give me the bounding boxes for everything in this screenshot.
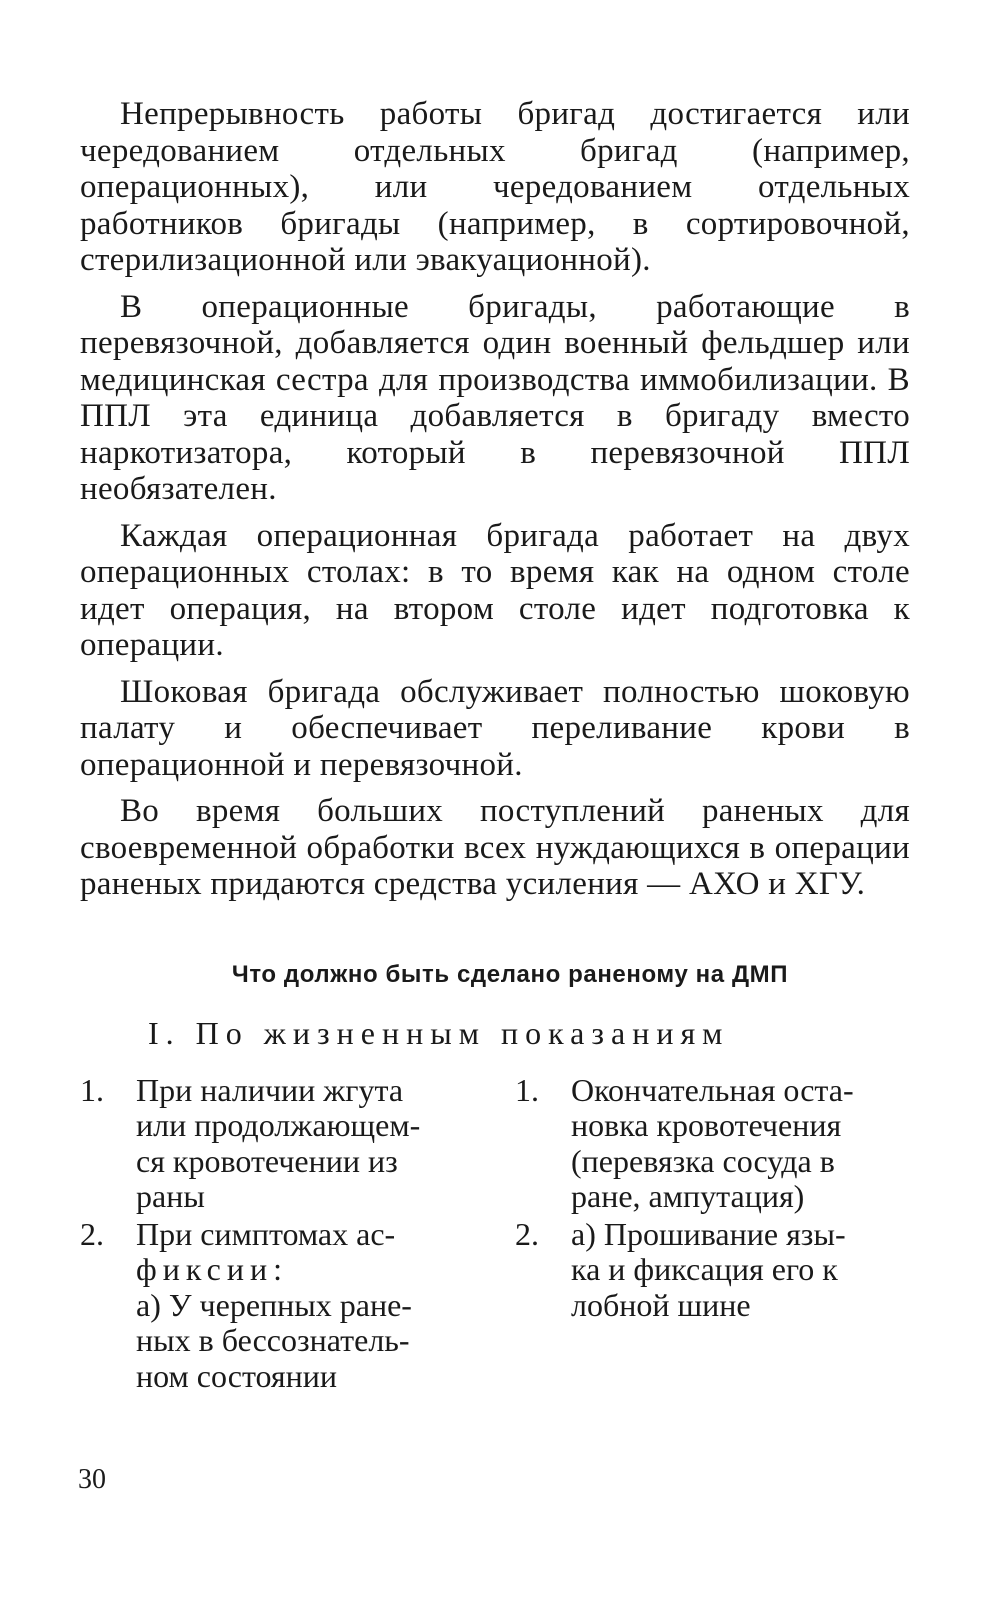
paragraph-4: Шоковая бригада обслуживает полностью шоковую палату и обеспечивает переливание крови в операционной и перевязочной. xyxy=(80,673,910,783)
text-line: фиксии: xyxy=(136,1251,288,1287)
paragraph-5: Во время больших поступлений раненых для своевременной обработки всех нуждающихся в операции раненых придаются средства усиления — АХО и ХГУ. xyxy=(80,793,910,902)
right-item-2 xyxy=(515,1217,910,1324)
right-column xyxy=(515,1073,910,1397)
left-item-1-text xyxy=(136,1073,475,1215)
text-line: ране, ампутация) xyxy=(571,1178,805,1214)
paragraph-3: Каждая операционная бригада работает на двух операционных столах: в то время как на одном столе идет операция, на втором столе идет подготовка к операции. xyxy=(80,517,910,663)
text-line: лобной шине xyxy=(571,1286,751,1323)
text-line: Окончательная оста- xyxy=(571,1071,854,1108)
text-line: (перевязка сосуда в xyxy=(571,1142,835,1179)
right-item-1 xyxy=(515,1073,910,1215)
text-line: ном состоянии xyxy=(136,1357,338,1394)
text-line: а) Прошивание язы- xyxy=(571,1215,846,1252)
right-item-1-text xyxy=(571,1073,910,1215)
text-line: ных в бессознатель- xyxy=(136,1322,410,1358)
text-line: ка и фиксация его к xyxy=(571,1251,838,1287)
text-line: раны xyxy=(136,1178,205,1214)
paragraph-2: В операционные бригады, работающие в перевязочной, добавляется один военный фельдшер или медицинская сестра для производства иммобилизации. В ППЛ эта единица добавляется в бригаду вместо наркотизатора, который в перевязочной ППЛ необязателен. xyxy=(80,288,910,507)
right-item-2-text xyxy=(571,1217,910,1324)
right-item-1-number: 1. xyxy=(515,1071,539,1108)
paragraph-1: Непрерывность работы бригад достигается или чередованием отдельных бригад (например, операционных), или чередованием отдельных работников бригады (например, в сортировочной, стерилизационной или эвакуационной). xyxy=(80,96,910,278)
page-body xyxy=(80,96,910,1396)
subsection-title: I. По жизненным показаниям xyxy=(148,1014,730,1051)
left-item-2-text xyxy=(136,1217,475,1395)
left-item-1 xyxy=(80,1073,475,1215)
text-line: новка кровотечения xyxy=(571,1107,842,1143)
left-item-2 xyxy=(80,1217,475,1395)
page-number: 30 xyxy=(78,1464,106,1495)
text-line: ся кровотечении из xyxy=(136,1142,398,1179)
right-item-2-number: 2. xyxy=(515,1215,539,1252)
two-column-list xyxy=(80,1073,910,1397)
text-line: или продолжающем- xyxy=(136,1107,421,1143)
left-item-1-number: 1. xyxy=(80,1071,104,1108)
text-line: а) У черепных ране- xyxy=(136,1286,412,1323)
text-line: При наличии жгута xyxy=(136,1071,404,1108)
section-title: Что должно быть сделано раненому на ДМП xyxy=(231,960,789,988)
text-line: При симптомах ас- xyxy=(136,1215,396,1252)
left-item-2-number: 2. xyxy=(80,1215,104,1252)
left-column xyxy=(80,1073,475,1397)
